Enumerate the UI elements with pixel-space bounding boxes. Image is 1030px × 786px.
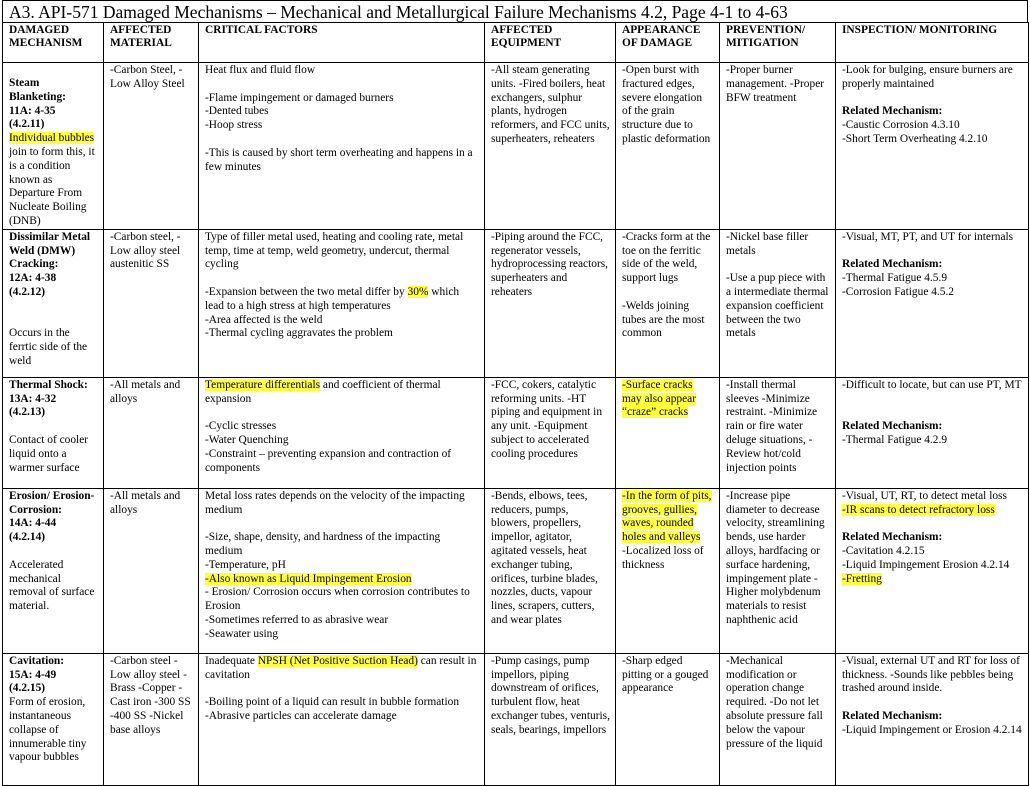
mechanism-description: Form of erosion, instantaneous collapse of innumerable tiny vapour bubbles bbox=[9, 696, 87, 764]
mechanism-cell bbox=[3, 377, 104, 488]
table-row bbox=[3, 63, 1029, 230]
header-affected-material: AFFECTED MATERIAL bbox=[104, 23, 199, 63]
highlighted-text: -Also known as Liquid Impingement Erosion bbox=[205, 572, 412, 585]
appearance-text: -Localized loss of thickness bbox=[622, 544, 704, 571]
factor-text: Heat flux and fluid flow bbox=[205, 64, 316, 76]
prevention-cell: -Install thermal sleeves -Minimize restraint. -Minimize rain or fire water deluge situations, -Review hot/cold injection points bbox=[720, 377, 836, 488]
inspection-cell bbox=[836, 653, 1029, 785]
highlighted-text: Individual bubbles bbox=[9, 132, 95, 145]
mechanism-code: 14A: 4-44 bbox=[9, 517, 57, 530]
mechanism-section: (4.2.13) bbox=[9, 406, 46, 419]
factor-text: -Sometimes referred to as abrasive wear bbox=[205, 613, 389, 626]
factor-text-part: can result in cavitation bbox=[205, 654, 477, 681]
equipment-cell: -FCC, cokers, catalytic reforming units. -HT piping and equipment in any unit. -Equipment subject to accelerated cooling procedures bbox=[485, 377, 616, 488]
appearance-text: -Welds joining tubes are the most common bbox=[622, 299, 705, 340]
factor-text-part: Inadequate bbox=[205, 654, 258, 667]
mechanism-description: Contact of cooler liquid onto a warmer surface bbox=[9, 433, 89, 474]
prevention-text: -Nickel base filler metals bbox=[726, 230, 809, 257]
factors-cell bbox=[199, 377, 485, 488]
equipment-cell: -Bends, elbows, tees, reducers, pumps, blowers, propellers, impellor, agitator, agitated vessels, heat exchanger tubing, orifices, turbine blades, nozzles, ducts, vapour lines, scrapers, cutters, and wear plates bbox=[485, 488, 616, 653]
factor-text: -Cyclic stresses bbox=[205, 420, 277, 433]
highlighted-text: -Surface cracks may also appear “craze” cracks bbox=[622, 378, 697, 419]
inspection-cell bbox=[836, 63, 1029, 230]
mechanism-description: join to form this, it is a condition known as Departure From Nucleate Boiling (DNB) bbox=[9, 145, 95, 227]
inspection-text: -Visual, external UT and RT for loss of thickness. -Sounds like pebbles being trashed around inside. bbox=[842, 654, 1020, 695]
inspection-text: -Look for bulging, ensure burners are properly maintained bbox=[842, 64, 1013, 90]
factor-text bbox=[205, 655, 479, 683]
table-row bbox=[3, 377, 1029, 488]
mechanism-name: Cavitation: bbox=[9, 654, 65, 667]
inspection-cell bbox=[836, 229, 1029, 377]
material-cell: -Carbon Steel, -Low Alloy Steel bbox=[104, 63, 199, 230]
related-mechanism: -Short Term Overheating 4.2.10 bbox=[842, 132, 988, 145]
document-title: A3. API-571 Damaged Mechanisms – Mechanical and Metallurgical Failure Mechanisms 4.2, Page 4-1 to 4-63 bbox=[2, 0, 1028, 22]
factor-text-part: and coefficient of thermal expansion bbox=[205, 378, 441, 405]
mechanism-section: (4.2.14) bbox=[9, 531, 46, 544]
prevention-cell: -Mechanical modification or operation change required. -Do not let absolute pressure fall below the vapour pressure of the liquid bbox=[720, 653, 836, 785]
mechanism-cell bbox=[3, 63, 104, 230]
prevention-text: -Use a pup piece with a intermediate thermal expansion coefficient between the two metals bbox=[726, 272, 829, 340]
related-mechanism: -Liquid Impingement Erosion 4.2.14 bbox=[842, 558, 1010, 571]
header-appearance-of-damage: APPEARANCE OF DAMAGE bbox=[616, 23, 720, 63]
related-mechanism: -Thermal Fatigue 4.5.9 bbox=[842, 272, 948, 285]
mechanism-section: (4.2.15) bbox=[9, 682, 46, 695]
related-mechanism: -Cavitation 4.2.15 bbox=[842, 544, 925, 557]
appearance-cell bbox=[616, 229, 720, 377]
prevention-cell bbox=[720, 229, 836, 377]
highlighted-text: 30% bbox=[407, 285, 429, 298]
material-cell: -All metals and alloys bbox=[104, 377, 199, 488]
factors-cell bbox=[199, 229, 485, 377]
mechanism-cell bbox=[3, 229, 104, 377]
header-inspection-monitoring: INSPECTION/ MONITORING bbox=[836, 23, 1029, 63]
table-row bbox=[3, 488, 1029, 653]
material-cell: -All metals and alloys bbox=[104, 488, 199, 653]
factor-text: -Thermal cycling aggravates the problem bbox=[205, 327, 393, 340]
mechanism-name: Steam Blanketing: bbox=[9, 77, 66, 103]
mechanism-section: (4.2.11) bbox=[9, 118, 45, 131]
factor-text: -Seawater using bbox=[205, 627, 279, 640]
document-page bbox=[2, 0, 1028, 786]
factor-text: -Flame impingement or damaged burners bbox=[205, 91, 394, 104]
highlighted-text: -Fretting bbox=[842, 572, 882, 585]
highlighted-text: Temperature differentials bbox=[205, 378, 321, 391]
factor-text-part: which lead to a high stress at high temperatures bbox=[205, 285, 460, 312]
mechanism-name: Erosion/ Erosion-Corrosion: bbox=[9, 489, 95, 516]
damage-mechanism-table bbox=[2, 22, 1029, 786]
header-critical-factors: CRITICAL FACTORS bbox=[199, 23, 485, 63]
mechanism-code: 12A: 4-38 bbox=[9, 272, 57, 285]
factor-text: -Temperature, pH bbox=[205, 558, 286, 571]
highlighted-text: NPSH (Net Positive Suction Head) bbox=[257, 654, 418, 667]
mechanism-code: 13A: 4-32 bbox=[9, 392, 57, 405]
highlighted-text: -In the form of pits, grooves, gullies, waves, rounded holes and valleys bbox=[622, 489, 712, 544]
factor-text: -Constraint – preventing expansion and contraction of components bbox=[205, 447, 452, 474]
mechanism-code: 15A: 4-49 bbox=[9, 668, 57, 681]
inspection-text: -Visual, UT, RT, to detect metal loss bbox=[842, 489, 1007, 502]
related-mechanism-label: Related Mechanism: bbox=[842, 258, 943, 271]
appearance-cell bbox=[616, 488, 720, 653]
factor-text bbox=[205, 379, 479, 407]
appearance-cell: -Sharp edged pitting or a gouged appearance bbox=[616, 653, 720, 785]
material-cell: -Carbon steel, -Low alloy steel austenitic SS bbox=[104, 229, 199, 377]
header-affected-equipment: AFFECTED EQUIPMENT bbox=[485, 23, 616, 63]
mechanism-code: 11A: 4-35 bbox=[9, 104, 56, 117]
factor-text: -This is caused by short term overheating and happens in a few minutes bbox=[205, 146, 473, 173]
header-prevention-mitigation: PREVENTION/ MITIGATION bbox=[720, 23, 836, 63]
factors-cell bbox=[199, 488, 485, 653]
material-cell: -Carbon steel -Low alloy steel -Brass -Copper -Cast iron -300 SS -400 SS -Nickel base alloys bbox=[104, 653, 199, 785]
factors-cell bbox=[199, 63, 485, 230]
factor-text bbox=[205, 286, 479, 314]
factors-cell bbox=[199, 653, 485, 785]
appearance-cell bbox=[616, 377, 720, 488]
related-mechanism-label: Related Mechanism: bbox=[842, 105, 943, 118]
highlighted-text: -IR scans to detect refractory loss bbox=[842, 503, 995, 516]
factor-text: -Dented tubes bbox=[205, 105, 269, 118]
equipment-cell: -Piping around the FCC, regenerator vessels, hydroprocessing reactors, superheaters and reheaters bbox=[485, 229, 616, 377]
table-row bbox=[3, 653, 1029, 785]
equipment-cell: -Pump casings, pump impellors, piping downstream of orifices, turbulent flow, heat exchanger tubes, venturis, seals, bearings, impellors bbox=[485, 653, 616, 785]
prevention-cell: -Increase pipe diameter to decrease velocity, streamlining bends, use harder alloys, hardfacing or surface hardening, impingement plate -Higher molybdenum materials to resist naphthenic acid bbox=[720, 488, 836, 653]
factor-text: -Hoop stress bbox=[205, 119, 263, 132]
prevention-cell: -Proper burner management. -Proper BFW treatment bbox=[720, 63, 836, 230]
factor-text: -Boiling point of a liquid can result in bubble formation bbox=[205, 696, 460, 709]
header-damaged-mechanism: DAMAGED MECHANISM bbox=[3, 23, 104, 63]
mechanism-description: Occurs in the ferrtic side of the weld bbox=[9, 327, 88, 367]
mechanism-cell bbox=[3, 488, 104, 653]
mechanism-name: Thermal Shock: bbox=[9, 378, 88, 391]
factor-text-part: -Expansion between the two metal differ by bbox=[205, 285, 408, 298]
factor-text: -Size, shape, density, and hardness of the impacting medium bbox=[205, 531, 441, 557]
inspection-text: -Visual, MT, PT, and UT for internals bbox=[842, 230, 1014, 243]
factor-text: -Water Quenching bbox=[205, 433, 289, 446]
related-mechanism: -Corrosion Fatigue 4.5.2 bbox=[842, 285, 954, 298]
mechanism-description: Accelerated mechanical removal of surface material. bbox=[9, 558, 95, 613]
table-row bbox=[3, 229, 1029, 377]
related-mechanism: -Caustic Corrosion 4.3.10 bbox=[842, 119, 960, 132]
related-mechanism-label: Related Mechanism: bbox=[842, 531, 943, 544]
related-mechanism-label: Related Mechanism: bbox=[842, 709, 943, 722]
factor-text: - Erosion/ Corrosion occurs when corrosion contributes to Erosion bbox=[205, 586, 470, 613]
inspection-cell bbox=[836, 377, 1029, 488]
factor-text: -Abrasive particles can accelerate damage bbox=[205, 709, 397, 722]
related-mechanism: -Thermal Fatigue 4.2.9 bbox=[842, 433, 948, 446]
related-mechanism-label: Related Mechanism: bbox=[842, 420, 943, 433]
factor-text: Metal loss rates depends on the velocity of the impacting medium bbox=[205, 489, 465, 516]
inspection-cell bbox=[836, 488, 1029, 653]
inspection-text: -Difficult to locate, but can use PT, MT bbox=[842, 378, 1022, 391]
mechanism-name: Dissimilar Metal Weld (DMW) Cracking: bbox=[9, 230, 91, 271]
appearance-text: -Cracks form at the toe on the ferritic side of the weld, support lugs bbox=[622, 230, 711, 285]
factor-text: Type of filler metal used, heating and cooling rate, metal temp, time at temp, weld geometry, undercut, thermal cycling bbox=[205, 230, 464, 271]
table-header-row bbox=[3, 23, 1029, 63]
appearance-cell: -Open burst with fractured edges, severe elongation of the grain structure due to plastic deformation bbox=[616, 63, 720, 230]
equipment-cell: -All steam generating units. -Fired boilers, heat exchangers, sulphur plants, hydrogen reformers, and FCC units, superheaters, reheaters bbox=[485, 63, 616, 230]
mechanism-section: (4.2.12) bbox=[9, 285, 46, 298]
factor-text: -Area affected is the weld bbox=[205, 313, 323, 326]
related-mechanism: -Liquid Impingement or Erosion 4.2.14 bbox=[842, 723, 1022, 736]
mechanism-cell bbox=[3, 653, 104, 785]
